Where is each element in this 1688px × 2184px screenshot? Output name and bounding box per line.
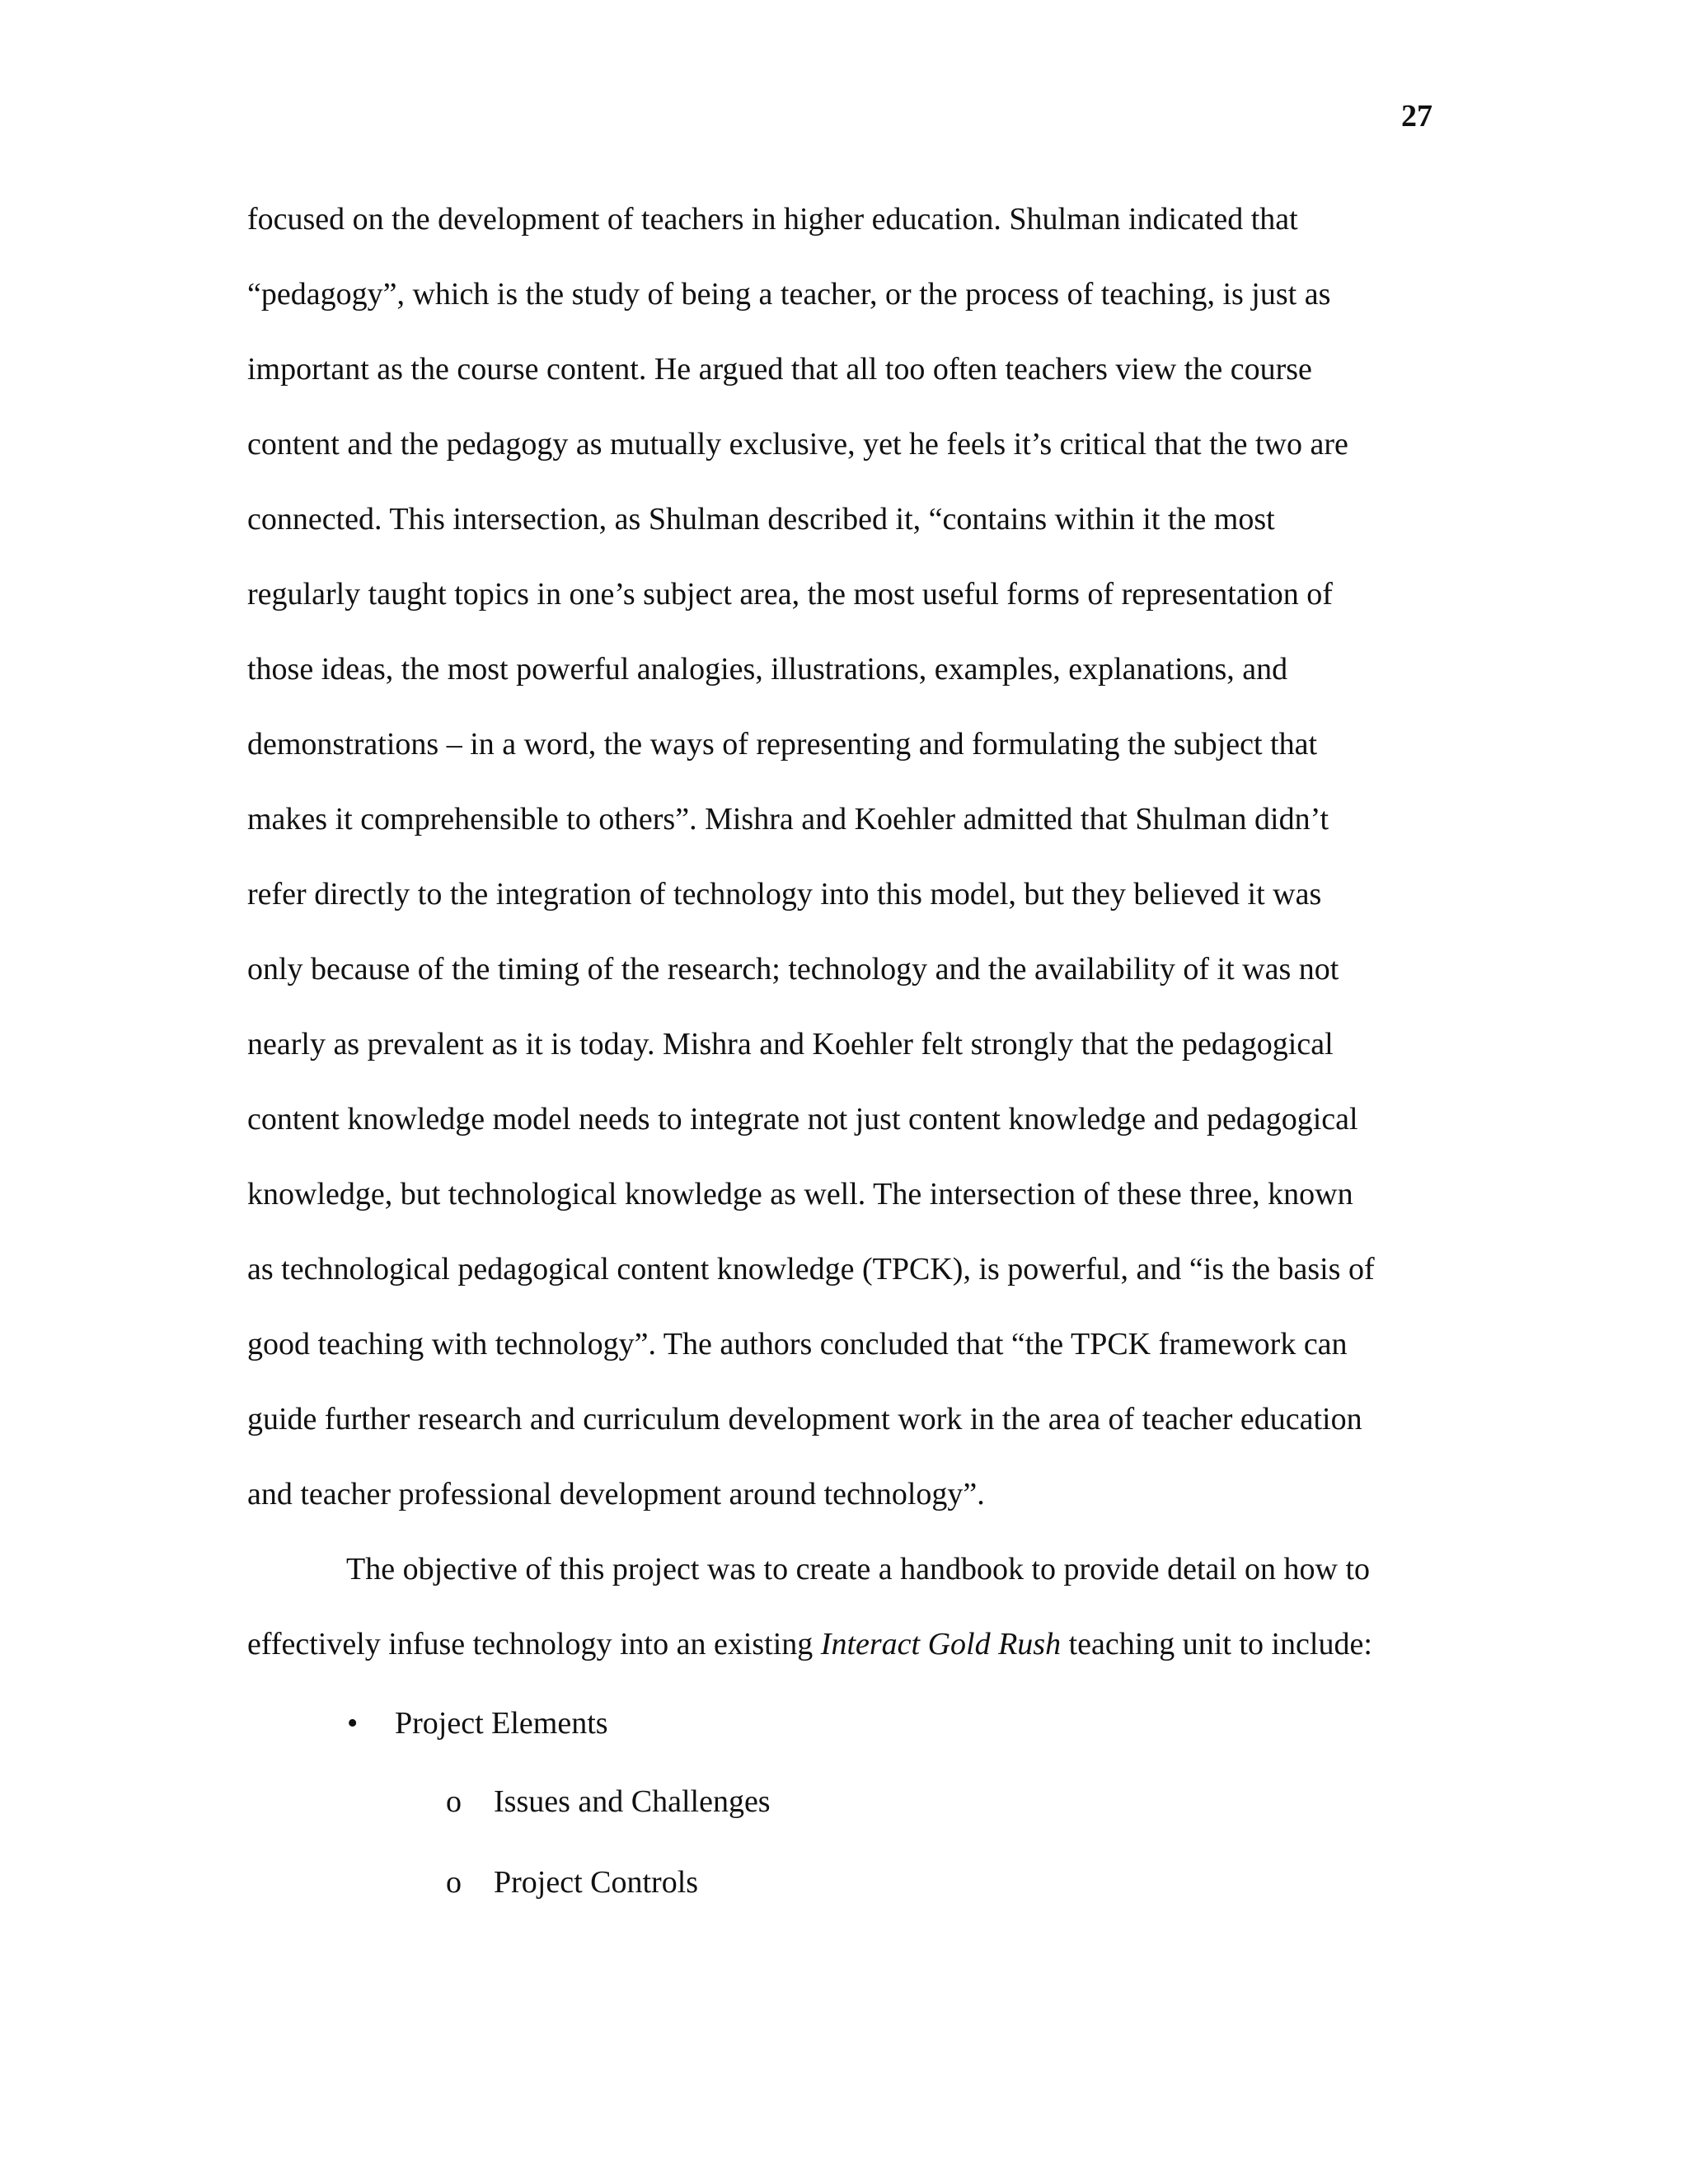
paragraph-line: as technological pedagogical content knowledge (TPCK), is powerful, and “is the basis of (247, 1252, 1375, 1286)
paragraph-line: connected. This intersection, as Shulman described it, “contains within it the most (247, 502, 1275, 537)
paragraph-line: focused on the development of teachers in higher education. Shulman indicated that (247, 202, 1298, 237)
paragraph-line: “pedagogy”, which is the study of being a teacher, or the process of teaching, is just as (247, 277, 1331, 312)
bullet-icon: • (347, 1706, 359, 1741)
paragraph-line: those ideas, the most powerful analogies, illustrations, examples, explanations, and (247, 652, 1288, 687)
paragraph-line: and teacher professional development around technology”. (247, 1477, 985, 1511)
text-run: effectively infuse technology into an existing (247, 1627, 821, 1661)
paragraph-line: refer directly to the integration of technology into this model, but they believed it was (247, 877, 1322, 912)
sub-list-item-label: Project Controls (494, 1865, 699, 1900)
paragraph-line: only because of the timing of the research; technology and the availability of it was not (247, 952, 1339, 987)
paragraph-line: content and the pedagogy as mutually exclusive, yet he feels it’s critical that the two are (247, 427, 1348, 462)
paragraph-line: important as the course content. He argued that all too often teachers view the course (247, 352, 1312, 387)
text-run: teaching unit to include: (1061, 1627, 1372, 1661)
hollow-bullet-icon: o (446, 1784, 462, 1819)
list-item-label: Project Elements (395, 1706, 608, 1741)
paragraph-line: makes it comprehensible to others”. Mishra and Koehler admitted that Shulman didn’t (247, 802, 1329, 837)
paragraph-line: demonstrations – in a word, the ways of representing and formulating the subject that (247, 727, 1318, 762)
hollow-bullet-icon: o (446, 1865, 462, 1900)
paragraph-line: regularly taught topics in one’s subject area, the most useful forms of representation of (247, 577, 1333, 612)
paragraph-line: The objective of this project was to create a handbook to provide detail on how to (346, 1552, 1371, 1586)
paragraph-line: nearly as prevalent as it is today. Mishra and Koehler felt strongly that the pedagogical (247, 1027, 1334, 1062)
paragraph-line: good teaching with technology”. The authors concluded that “the TPCK framework can (247, 1327, 1348, 1361)
paragraph-line: guide further research and curriculum development work in the area of teacher education (247, 1402, 1362, 1436)
page-number: 27 (1401, 99, 1432, 134)
paragraph-line (247, 1629, 1372, 1660)
sub-list-item-label: Issues and Challenges (494, 1784, 771, 1819)
paragraph-line: knowledge, but technological knowledge as well. The intersection of these three, known (247, 1177, 1353, 1212)
paragraph-line: content knowledge model needs to integrate not just content knowledge and pedagogical (247, 1102, 1358, 1137)
book-title: Interact Gold Rush (820, 1627, 1062, 1661)
